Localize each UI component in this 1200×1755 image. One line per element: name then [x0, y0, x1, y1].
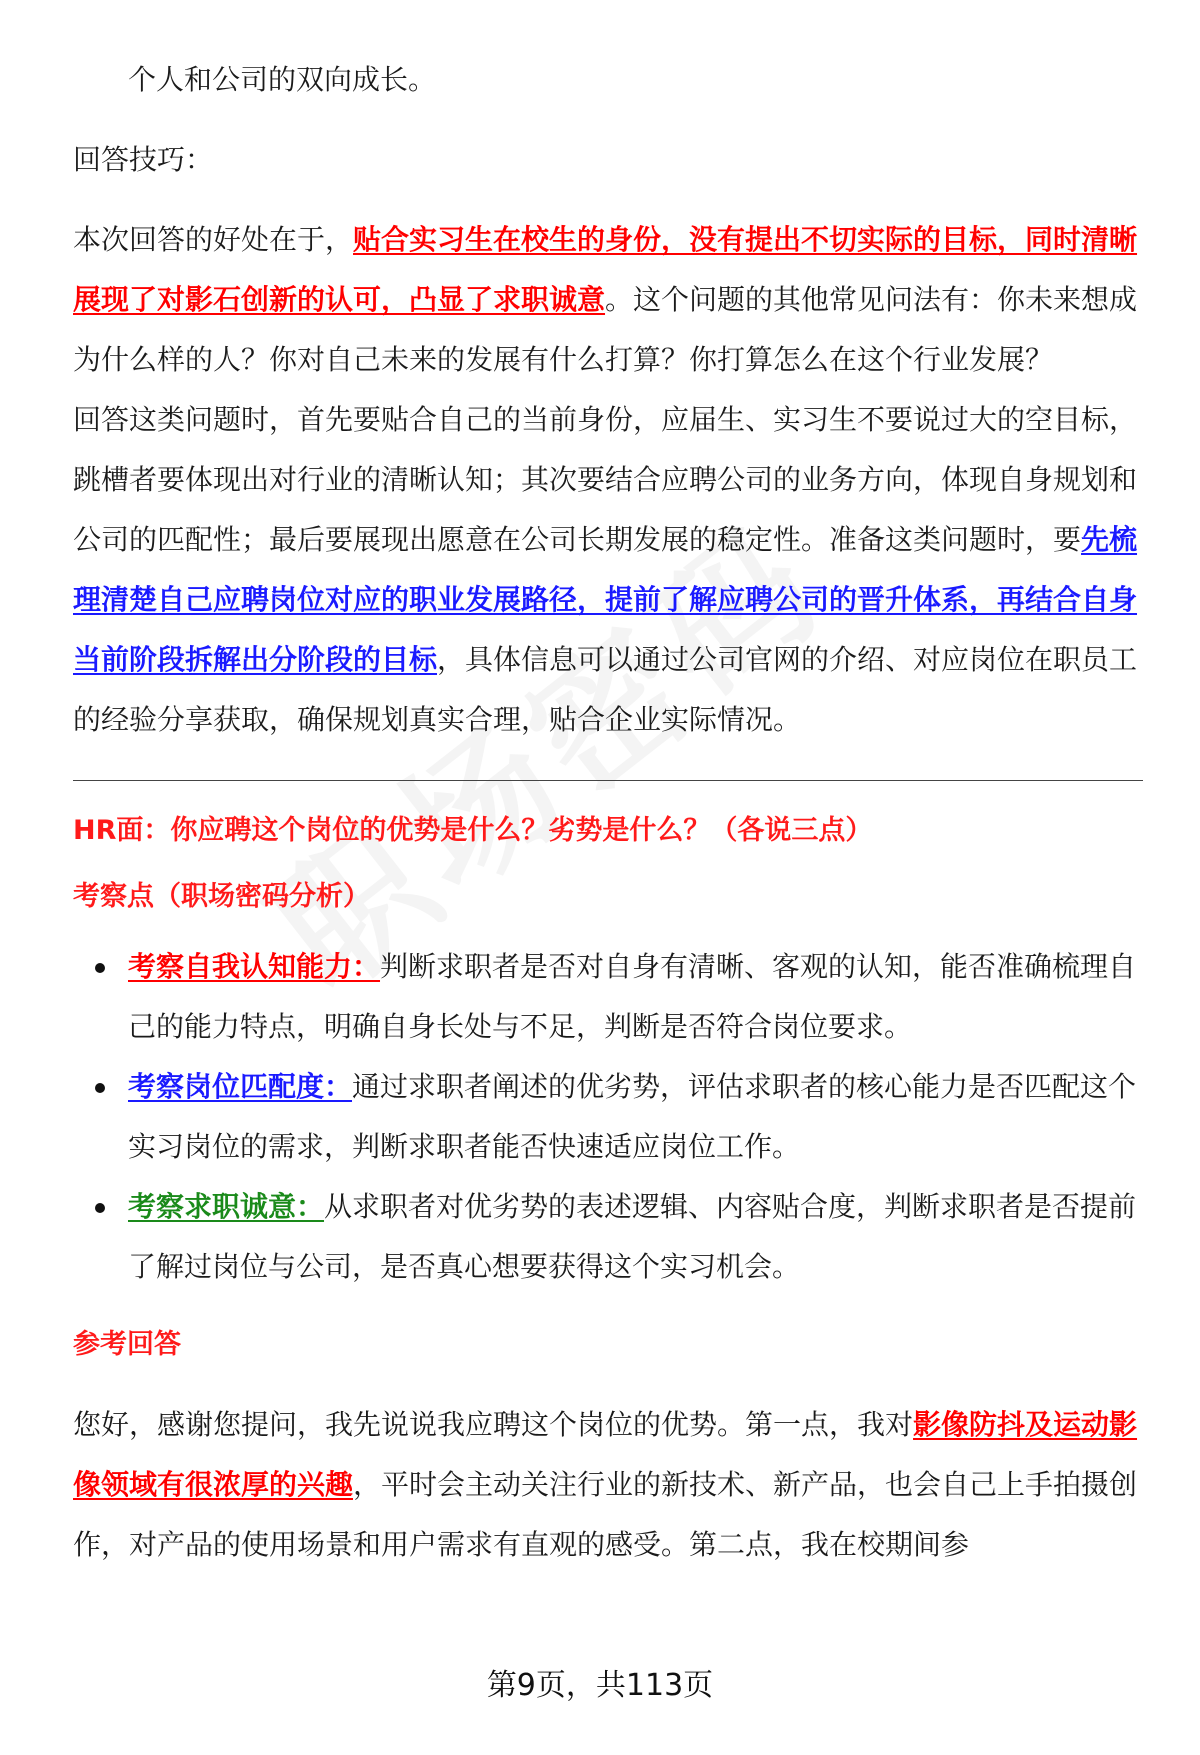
para1-highlight: 贴合实习生在校生的身份，没有提出不切实际的目标，同时清晰展现了对影石创新的认可，凸显了求职诚意 — [73, 223, 1138, 316]
answer-pre: 您好，感谢您提问，我先说说我应聘这个岗位的优势。第一点，我对 — [73, 1408, 914, 1441]
para1-pre: 本次回答的好处在于， — [73, 223, 354, 256]
bullet-icon — [95, 1083, 105, 1093]
assess-text: 通过求职者阐述的优劣势，评估求职者的核心能力是否匹配这个实习岗位的需求，判断求职者能否快速适应岗位工作。 — [128, 1070, 1137, 1163]
para2-highlight: 先梳理清楚自己应聘岗位对应的职业发展路径，提前了解应聘公司的晋升体系，再结合自身当前阶段拆解出分阶段的目标 — [73, 523, 1138, 676]
para2-post: ，具体信息可以通过公司官网的介绍、对应岗位在职员工的经验分享获取，确保规划真实合理，贴合企业实际情况。 — [73, 643, 1138, 736]
assess-text: 从求职者对优劣势的表述逻辑、内容贴合度，判断求职者是否提前了解过岗位与公司，是否真心想要获得这个实习机会。 — [128, 1190, 1137, 1283]
assess-label: 考察岗位匹配度： — [128, 1070, 353, 1103]
bullet-icon — [95, 963, 105, 973]
assess-label: 考察求职诚意： — [128, 1190, 325, 1223]
tips-paragraph-2 — [73, 390, 1143, 750]
assess-list — [73, 937, 1143, 1297]
para1-post: 。这个问题的其他常见问法有：你未来想成为什么样的人？你对自己未来的发展有什么打算？你打算怎么在这个行业发展？ — [73, 283, 1138, 376]
tips-paragraph-1 — [73, 210, 1143, 390]
intro-tail: 个人和公司的双向成长。 — [128, 63, 437, 96]
reference-heading: 参考回答 — [73, 1329, 181, 1360]
bullet-icon — [95, 1203, 105, 1213]
assess-label: 考察自我认知能力： — [128, 950, 381, 983]
list-item — [73, 1057, 1143, 1177]
para2-pre: 回答这类问题时，首先要贴合自己的当前身份，应届生、实习生不要说过大的空目标，跳槽者要体现出对行业的清晰认知；其次要结合应聘公司的业务方向，体现自身规划和公司的匹配性；最后要展现出愿意在公司长期发展的稳定性。准备这类问题时，要 — [73, 403, 1138, 556]
assess-text: 判断求职者是否对自身有清晰、客观的认知，能否准确梳理自己的能力特点，明确自身长处与不足，判断是否符合岗位要求。 — [128, 950, 1137, 1043]
list-item — [73, 1177, 1143, 1297]
tips-label: 回答技巧： — [73, 143, 214, 176]
answer-post: ，平时会主动关注行业的新技术、新产品，也会自己上手拍摄创作，对产品的使用场景和用户需求有直观的感受。第二点，我在校期间参 — [73, 1468, 1138, 1561]
assess-heading: 考察点（职场密码分析） — [73, 881, 370, 912]
list-item — [73, 937, 1143, 1057]
document-page — [73, 50, 1143, 1575]
answer-paragraph — [73, 1395, 1143, 1575]
section-divider — [73, 780, 1143, 781]
page-footer: 第9页，共113页 — [486, 1668, 714, 1703]
answer-highlight: 影像防抖及运动影像领域有很浓厚的兴趣 — [73, 1408, 1138, 1501]
question-heading: HR面：你应聘这个岗位的优势是什么？劣势是什么？（各说三点） — [73, 815, 873, 846]
